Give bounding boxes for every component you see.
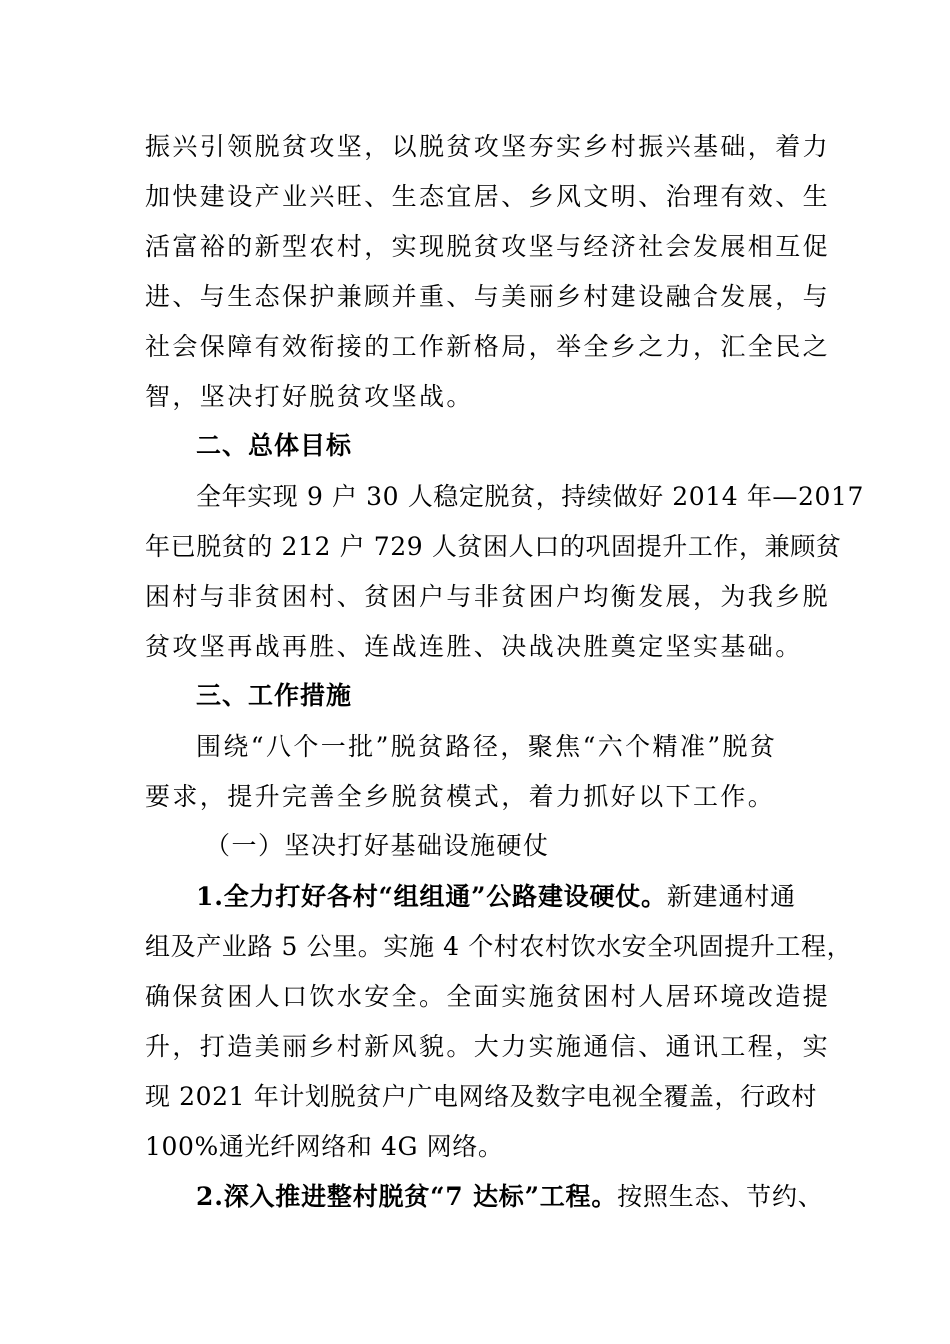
- item-first-line: [0, 880, 950, 914]
- paragraph-line: 升，打造美丽乡村新风貌。大力实施通信、通讯工程，实: [145, 1032, 831, 1061]
- paragraph-line: 活富裕的新型农村，实现脱贫攻坚与经济社会发展相互促: [145, 232, 831, 261]
- item-title: 2.深入推进整村脱贫“7 达标”工程。: [196, 1182, 618, 1211]
- paragraph-line: 围绕“八个一批”脱贫路径，聚焦“六个精准”脱贫: [196, 732, 778, 761]
- paragraph-line: 年已脱贫的 212 户 729 人贫困人口的巩固提升工作，兼顾贫: [145, 532, 842, 561]
- paragraph-line: 进、与生态保护兼顾并重、与美丽乡村建设融合发展，与: [145, 282, 831, 311]
- paragraph-line: 智，坚决打好脱贫攻坚战。: [145, 382, 474, 411]
- item-first-line: [0, 1180, 950, 1214]
- paragraph-line: 要求，提升完善全乡脱贫模式，着力抓好以下工作。: [145, 782, 776, 811]
- paragraph-line: 组及产业路 5 公里。实施 4 个村农村饮水安全巩固提升工程，: [145, 932, 853, 961]
- subsection-heading: （一）坚决打好基础设施硬仗: [205, 831, 550, 860]
- paragraph-line: 困村与非贫困村、贫困户与非贫困户均衡发展，为我乡脱: [145, 582, 831, 611]
- item-title: 1.全力打好各村“组组通”公路建设硬仗。: [196, 882, 667, 911]
- paragraph-line: 加快建设产业兴旺、生态宜居、乡风文明、治理有效、生: [145, 182, 831, 211]
- paragraph-line: 贫攻坚再战再胜、连战连胜、决战决胜奠定坚实基础。: [145, 632, 803, 661]
- item-text: 按照生态、节约、: [617, 1182, 824, 1211]
- paragraph-line: 全年实现 9 户 30 人稳定脱贫，持续做好 2014 年—2017: [196, 482, 865, 511]
- paragraph-line: 100%通光纤网络和 4G 网络。: [145, 1132, 504, 1161]
- paragraph-line: 社会保障有效衔接的工作新格局，举全乡之力，汇全民之: [145, 332, 831, 361]
- paragraph-line: 确保贫困人口饮水安全。全面实施贫困村人居环境改造提: [145, 982, 831, 1011]
- paragraph-line: 现 2021 年计划脱贫户广电网络及数字电视全覆盖，行政村: [145, 1082, 817, 1111]
- section-heading: 三、工作措施: [196, 681, 353, 710]
- item-text: 新建通村通: [666, 882, 796, 911]
- paragraph-line: 振兴引领脱贫攻坚，以脱贫攻坚夯实乡村振兴基础，着力: [145, 132, 831, 161]
- section-heading: 二、总体目标: [196, 431, 353, 460]
